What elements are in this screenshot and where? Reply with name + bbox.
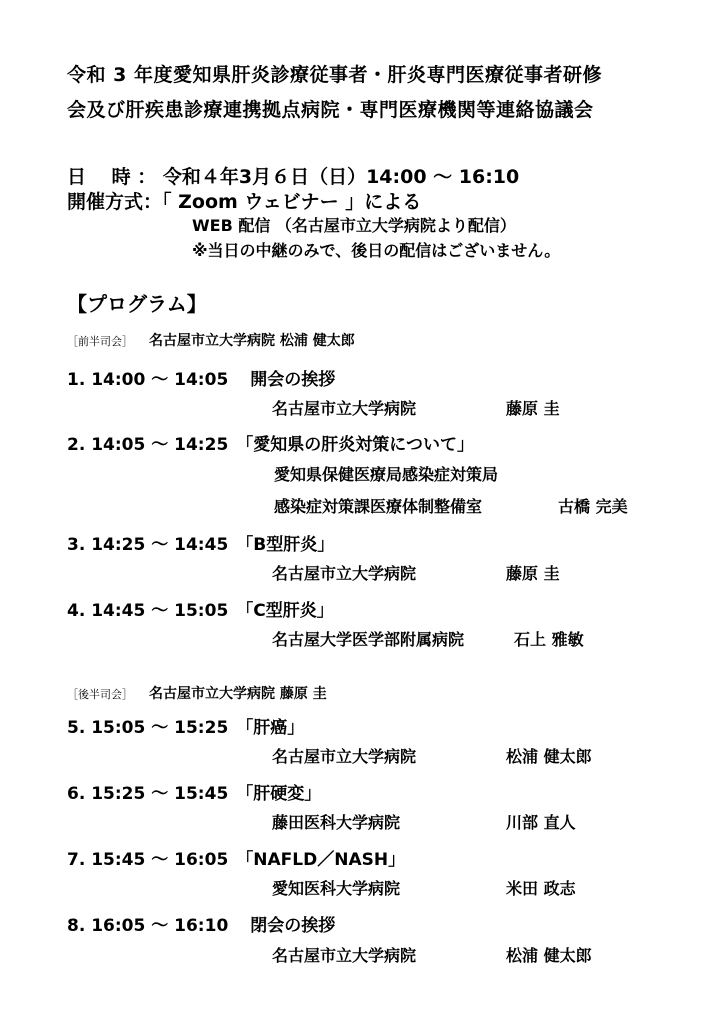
speaker-affiliation: 感染症対策課医療体制整備室 bbox=[274, 497, 483, 516]
speaker-affiliation: 名古屋市立大学病院 bbox=[272, 564, 417, 583]
chair-name: 名古屋市立大学病院 藤原 圭 bbox=[149, 686, 327, 702]
program-topic: 「C型肝炎」 bbox=[236, 601, 334, 621]
event-method: 開催方式：「 Zoom ウェビナー 」による bbox=[67, 191, 422, 213]
first-half-chair bbox=[67, 330, 355, 350]
program-item-8 bbox=[67, 911, 335, 936]
web-delivery-note: WEB 配信 （名古屋市立大学病院より配信） bbox=[192, 216, 516, 235]
speaker-row bbox=[272, 627, 584, 650]
speaker-name: 古橋 完美 bbox=[558, 497, 628, 516]
program-item-2 bbox=[67, 430, 474, 455]
program-time: 6. 15:25 ～ 15:45 bbox=[67, 784, 229, 804]
speaker-name: 松浦 健太郎 bbox=[506, 946, 592, 965]
document-title-line-1: 令和 3 年度愛知県肝炎診療従事者・肝炎専門医療従事者研修 bbox=[67, 64, 602, 86]
speaker-row bbox=[274, 494, 628, 517]
program-item-4 bbox=[67, 596, 334, 621]
speaker-affiliation: 名古屋市立大学病院 bbox=[272, 399, 417, 418]
no-replay-note: ※当日の中継のみで、後日の配信はございません。 bbox=[192, 241, 561, 260]
event-date: 日 時 ： 令和４年3月６日（日）14:00 ～ 16:10 bbox=[67, 166, 520, 188]
program-topic: 開会の挨拶 bbox=[250, 370, 336, 390]
speaker-name: 石上 雅敏 bbox=[514, 630, 584, 649]
speaker-affiliation: 名古屋市立大学病院 bbox=[272, 946, 417, 965]
program-time: 8. 16:05 ～ 16:10 bbox=[67, 916, 229, 936]
program-item-6 bbox=[67, 779, 321, 804]
program-time: 4. 14:45 ～ 15:05 bbox=[67, 601, 229, 621]
program-item-7 bbox=[67, 845, 405, 870]
speaker-name: 藤原 圭 bbox=[506, 564, 560, 583]
program-time: 7. 15:45 ～ 16:05 bbox=[67, 850, 229, 870]
chair-name: 名古屋市立大学病院 松浦 健太郎 bbox=[149, 333, 355, 349]
speaker-name: 川部 直人 bbox=[506, 813, 576, 832]
speaker-affiliation: 愛知医科大学病院 bbox=[272, 879, 401, 898]
speaker-affiliation: 藤田医科大学病院 bbox=[272, 813, 401, 832]
program-time: 3. 14:25 ～ 14:45 bbox=[67, 535, 229, 555]
speaker-name: 松浦 健太郎 bbox=[506, 747, 592, 766]
program-topic: 閉会の挨拶 bbox=[250, 916, 336, 936]
program-topic: 「B型肝炎」 bbox=[236, 535, 335, 555]
speaker-name: 米田 政志 bbox=[506, 879, 576, 898]
speaker-row bbox=[272, 561, 560, 584]
speaker-affiliation: 名古屋市立大学病院 bbox=[272, 747, 417, 766]
second-half-chair bbox=[67, 683, 327, 703]
program-time: 5. 15:05 ～ 15:25 bbox=[67, 718, 229, 738]
speaker-row bbox=[272, 876, 576, 899]
speaker-affiliation: 愛知県保健医療局感染症対策局 bbox=[274, 465, 499, 484]
program-topic: 「肝硬変」 bbox=[236, 784, 322, 804]
program-topic: 「愛知県の肝炎対策について」 bbox=[236, 435, 474, 455]
speaker-affiliation: 名古屋大学医学部附属病院 bbox=[272, 630, 465, 649]
program-time: 2. 14:05 ～ 14:25 bbox=[67, 435, 229, 455]
chair-label: ［前半司会］ bbox=[67, 335, 133, 348]
program-item-1 bbox=[67, 365, 335, 390]
program-item-3 bbox=[67, 530, 334, 555]
program-item-5 bbox=[67, 713, 304, 738]
program-time: 1. 14:00 ～ 14:05 bbox=[67, 370, 229, 390]
chair-label: ［後半司会］ bbox=[67, 688, 133, 701]
speaker-row bbox=[272, 744, 592, 767]
document-title-line-2: 会及び肝疾患診療連携拠点病院・専門医療機関等連絡協議会 bbox=[67, 99, 594, 121]
program-topic: 「NAFLD／NASH」 bbox=[236, 850, 406, 870]
speaker-name: 藤原 圭 bbox=[506, 399, 560, 418]
speaker-row bbox=[274, 462, 498, 485]
program-heading: 【プログラム】 bbox=[67, 292, 207, 316]
speaker-row bbox=[272, 396, 560, 419]
speaker-row bbox=[272, 943, 592, 966]
program-topic: 「肝癌」 bbox=[236, 718, 305, 738]
speaker-row bbox=[272, 810, 576, 833]
